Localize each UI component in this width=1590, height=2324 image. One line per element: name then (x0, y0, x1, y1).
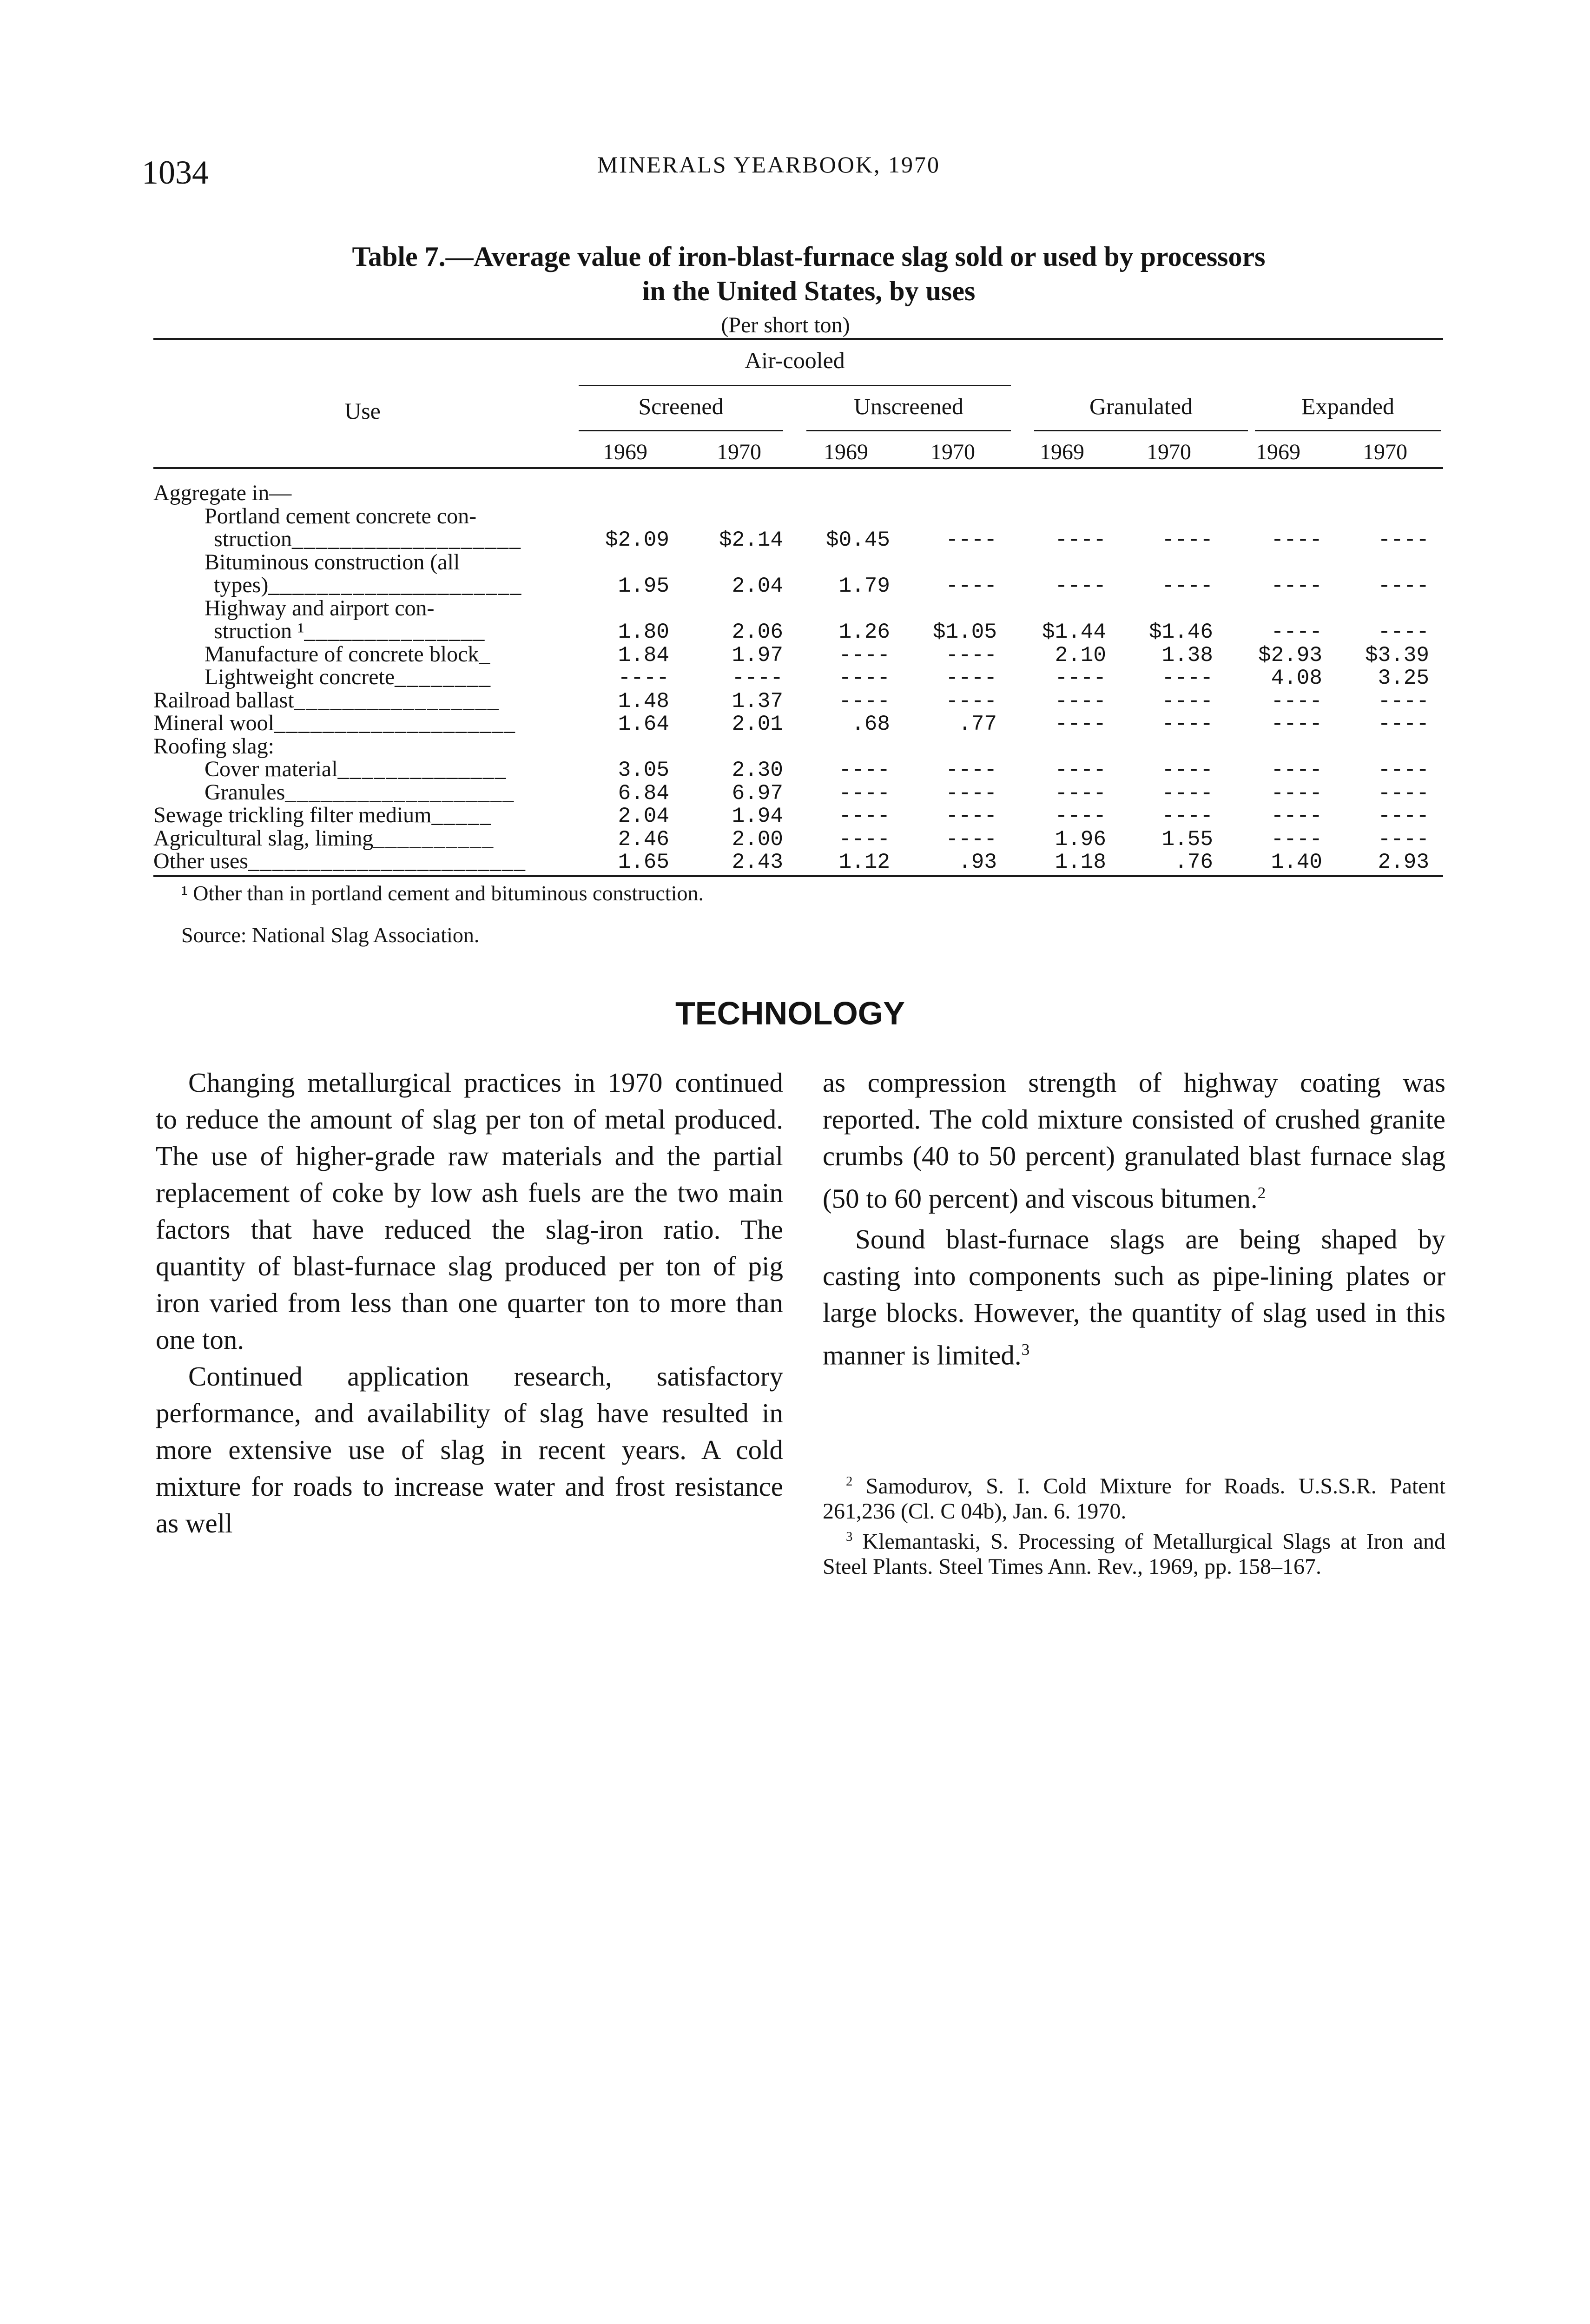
leader-dots: _______________________ (248, 849, 526, 873)
table-title-line-1: Table 7.—Average value of iron-blast-furnace slag sold or used by processors (352, 241, 1266, 272)
screened-rule (579, 430, 783, 431)
row-label-text: Manufacture of concrete block (205, 641, 479, 667)
table-cell: 2.30 (732, 758, 783, 782)
table-cell: ---- (1271, 620, 1322, 644)
group-header-unscreened: Unscreened (854, 393, 963, 419)
year-header: 1970 (717, 440, 761, 464)
leader-dots: _______________ (304, 619, 486, 643)
table-cell: ---- (1271, 758, 1322, 782)
table-cell: $1.05 (932, 620, 997, 644)
table-source: Source: National Slag Association. (181, 923, 480, 947)
row-label-text: Cover material (205, 757, 338, 781)
row-label (153, 711, 516, 735)
table-cell: ---- (1161, 689, 1213, 713)
leader-dots: ___________________ (291, 527, 521, 551)
footnote-text: Klemantaski, S. Processing of Metallurgical Slags at Iron and Steel Plants. Steel Times Ann. Rev., 1969, pp. 158–167. (823, 1529, 1446, 1579)
table-cell: 2.06 (732, 620, 783, 644)
row-label (205, 596, 435, 621)
table-cell: 1.65 (618, 850, 669, 874)
table-cell: 2.43 (732, 850, 783, 874)
row-label-text: Mineral wool (153, 711, 274, 735)
table-cell: ---- (1055, 712, 1106, 736)
table-cell: 3.25 (1378, 666, 1429, 690)
table-cell: ---- (1055, 781, 1106, 805)
row-label-text: Agricultural slag, liming (153, 825, 374, 851)
table-title-line-2: in the United States, by uses (642, 276, 976, 306)
row-label (153, 734, 274, 759)
year-header: 1969 (603, 440, 647, 464)
table-cell: ---- (1378, 620, 1429, 644)
table-cell: ---- (1271, 712, 1322, 736)
table-cell: 2.10 (1055, 643, 1106, 667)
body-paragraph: Changing metallurgical practices in 1970 continued to reduce the amount of slag per ton of metal produced. The use of higher-grade raw materials and the partial replacement of coke by low ash fuels are the two main factors that have reduced the slag-iron ratio. The quantity of blast-furnace slag produced per ton of pig iron varied from less than one quarter ton to more than one ton. (156, 1067, 783, 1355)
row-label (153, 481, 291, 505)
table-cell: 1.38 (1161, 643, 1213, 667)
leader-dots: _____ (431, 803, 492, 827)
table-cell: $0.45 (825, 528, 890, 552)
table-cell: $1.46 (1148, 620, 1213, 644)
table-cell: 2.01 (732, 712, 783, 736)
year-header: 1970 (1147, 440, 1191, 464)
table-cell: ---- (1378, 528, 1429, 552)
group-header-granulated: Granulated (1089, 393, 1193, 419)
table-cell: ---- (1271, 781, 1322, 805)
table-cell: ---- (618, 666, 669, 690)
running-header: MINERALS YEARBOOK, 1970 (597, 152, 940, 178)
table-cell: 4.08 (1271, 666, 1322, 690)
granulated-rule (1034, 430, 1248, 431)
leader-dots: ___________________ (285, 779, 515, 805)
table-cell: ---- (1055, 689, 1106, 713)
year-header: 1970 (930, 440, 975, 464)
row-label-text: types) (214, 573, 269, 597)
table-cell: ---- (838, 804, 890, 828)
table-cell: ---- (945, 666, 997, 690)
table-cell: 2.04 (732, 574, 783, 598)
year-header: 1969 (1256, 440, 1300, 464)
table-cell: ---- (1271, 574, 1322, 598)
table-top-rule (153, 338, 1443, 340)
leader-dots: ________ (395, 665, 492, 689)
table-cell: ---- (838, 643, 890, 667)
row-label (205, 550, 460, 574)
body-paragraph (823, 1221, 1445, 1374)
page-number: 1034 (142, 154, 209, 191)
row-label (205, 642, 491, 667)
row-label (205, 665, 491, 689)
table-cell: ---- (1161, 666, 1213, 690)
use-header: Use (344, 398, 381, 424)
table-cell: ---- (1271, 827, 1322, 852)
table-cell: ---- (1378, 689, 1429, 713)
table-cell: ---- (1161, 781, 1213, 805)
air-cooled-rule (579, 385, 1011, 386)
expanded-rule (1255, 430, 1441, 431)
table-cell: 1.96 (1055, 827, 1106, 852)
table-cell: ---- (945, 781, 997, 805)
table-cell: ---- (838, 689, 890, 713)
table-cell: ---- (1378, 781, 1429, 805)
table-cell: ---- (1378, 804, 1429, 828)
table-cell: ---- (1378, 712, 1429, 736)
body-column-left (156, 1064, 783, 1542)
footnote (823, 1524, 1445, 1579)
row-label-text: struction (214, 527, 292, 551)
footnote-ref: 3 (1021, 1340, 1030, 1359)
footnote-number: 2 (846, 1474, 853, 1489)
table-cell: 1.79 (838, 574, 890, 598)
table-bottom-rule (153, 875, 1443, 877)
table-title (246, 239, 1371, 308)
table-cell: $2.09 (605, 528, 669, 552)
table-cell: ---- (1378, 758, 1429, 782)
table-cell: ---- (1161, 804, 1213, 828)
table-cell: ---- (732, 666, 783, 690)
unscreened-rule (806, 430, 1011, 431)
table-cell: ---- (1378, 574, 1429, 598)
table-cell: ---- (1161, 574, 1213, 598)
leader-dots: ______________ (337, 757, 507, 781)
table-cell: $2.14 (719, 528, 783, 552)
table-cell: ---- (1161, 758, 1213, 782)
row-label (205, 780, 515, 805)
table-cell: $2.93 (1258, 643, 1322, 667)
row-label-text: Roofing slag: (153, 733, 274, 759)
table-cell: ---- (945, 574, 997, 598)
table-cell: .77 (958, 712, 997, 736)
body-column-right (823, 1064, 1445, 1373)
row-label-text: Railroad ballast (153, 687, 294, 713)
table-cell: 1.97 (732, 643, 783, 667)
table-cell: 6.97 (732, 781, 783, 805)
table-cell: ---- (945, 827, 997, 852)
table-cell: ---- (945, 758, 997, 782)
body-paragraph (823, 1064, 1445, 1217)
row-label (153, 688, 500, 713)
row-label (214, 619, 485, 643)
year-header: 1969 (1040, 440, 1084, 464)
table-cell: 1.37 (732, 689, 783, 713)
footnote-text: Samodurov, S. I. Cold Mixture for Roads. U.S.S.R. Patent 261,236 (Cl. C 04b), Jan. 6. 1970. (823, 1474, 1446, 1524)
body-text: as compression strength of highway coating was reported. The cold mixture consisted of crushed granite crumbs (40 to 50 percent) granulated blast furnace slag (50 to 60 percent) and viscous bitumen. (823, 1067, 1445, 1214)
table-cell: ---- (1055, 574, 1106, 598)
row-label (214, 527, 521, 551)
table-cell: ---- (1055, 758, 1106, 782)
body-text: Sound blast-furnace slags are being shaped by casting into components such as pipe-lining plates or large blocks. However, the quantity of slag used in this manner is limited. (823, 1223, 1445, 1371)
row-label-text: Bituminous construction (all (205, 549, 460, 574)
table-cell: .93 (958, 850, 997, 874)
table-cell: 1.64 (618, 712, 669, 736)
section-heading: TECHNOLOGY (675, 995, 905, 1031)
row-label-text: Highway and airport con- (205, 595, 435, 621)
table-cell: $1.44 (1042, 620, 1106, 644)
body-paragraph: Continued application research, satisfactory performance, and availability of slag have resulted in more extensive use of slag in recent years. A cold mixture for roads to increase water and frost resistance as well (156, 1361, 783, 1538)
table-cell: ---- (945, 689, 997, 713)
row-label (153, 849, 526, 873)
table-cell: 2.93 (1378, 850, 1429, 874)
table-cell: ---- (945, 804, 997, 828)
table-cell: $3.39 (1365, 643, 1429, 667)
row-label-text: Aggregate in— (153, 481, 292, 505)
table-cell: 1.12 (838, 850, 890, 874)
table-cell: 1.95 (618, 574, 669, 598)
group-header-screened: Screened (638, 393, 724, 419)
table-cell: 2.00 (732, 827, 783, 852)
air-cooled-header: Air-cooled (745, 347, 845, 373)
footnotes (823, 1469, 1445, 1579)
row-label-text: Other uses (153, 849, 248, 873)
table-unit: (Per short ton) (721, 313, 850, 337)
leader-dots: __________ (373, 825, 495, 851)
table-cell: ---- (1271, 804, 1322, 828)
table-footnote: ¹ Other than in portland cement and bituminous construction. (181, 881, 704, 905)
footnote (823, 1469, 1445, 1524)
table-cell: 1.26 (838, 620, 890, 644)
footnote-ref: 2 (1257, 1183, 1266, 1202)
header-bottom-rule (153, 467, 1443, 469)
table-cell: ---- (1055, 804, 1106, 828)
table-cell: ---- (838, 827, 890, 852)
row-label-text: struction ¹ (214, 619, 304, 643)
table-cell: ---- (1055, 528, 1106, 552)
leader-dots: _ (479, 641, 491, 667)
leader-dots: _____________________ (268, 573, 522, 597)
table-cell: 2.46 (618, 827, 669, 852)
table-cell: 1.84 (618, 643, 669, 667)
table-cell: ---- (1055, 666, 1106, 690)
group-header-expanded: Expanded (1301, 393, 1394, 419)
table-cell: ---- (945, 643, 997, 667)
table-cell: ---- (838, 758, 890, 782)
row-label-text: Portland cement concrete con- (205, 503, 477, 528)
year-header: 1969 (824, 440, 868, 464)
row-label (214, 573, 522, 597)
leader-dots: _________________ (294, 687, 500, 713)
table-cell: 1.40 (1271, 850, 1322, 874)
year-header: 1970 (1363, 440, 1407, 464)
table-cell: ---- (838, 781, 890, 805)
row-label (205, 757, 507, 781)
table-cell: 3.05 (618, 758, 669, 782)
row-label-text: Lightweight concrete (205, 665, 395, 689)
row-label-text: Granules (205, 779, 285, 805)
table-cell: 1.94 (732, 804, 783, 828)
table-cell: ---- (1378, 827, 1429, 852)
row-label (153, 803, 492, 827)
row-label (153, 826, 494, 851)
table-cell: ---- (838, 666, 890, 690)
table-cell: ---- (945, 528, 997, 552)
table-cell: ---- (1271, 689, 1322, 713)
leader-dots: ____________________ (274, 711, 516, 735)
footnote-number: 3 (846, 1529, 853, 1544)
table-cell: 6.84 (618, 781, 669, 805)
table-cell: 1.18 (1055, 850, 1106, 874)
table-cell: 2.04 (618, 804, 669, 828)
row-label-text: Sewage trickling filter medium (153, 803, 432, 827)
table-cell: .76 (1174, 850, 1213, 874)
row-label (205, 504, 476, 528)
table-cell: ---- (1161, 528, 1213, 552)
table-cell: .68 (851, 712, 890, 736)
table-cell: 1.55 (1161, 827, 1213, 852)
table-cell: 1.80 (618, 620, 669, 644)
table-cell: ---- (1161, 712, 1213, 736)
table-cell: 1.48 (618, 689, 669, 713)
table-cell: ---- (1271, 528, 1322, 552)
